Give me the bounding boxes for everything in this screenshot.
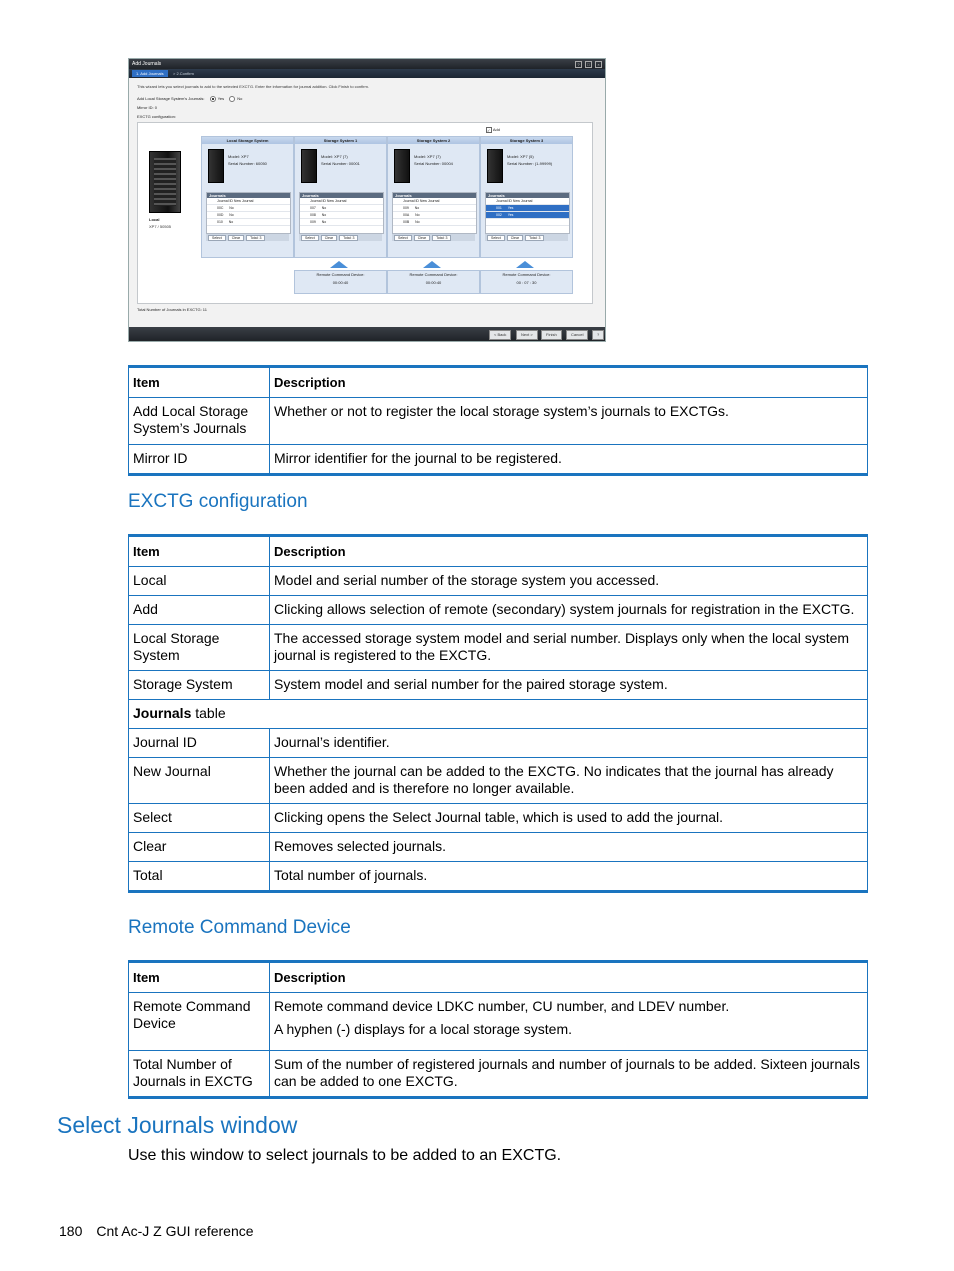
storage-system-panel	[387, 136, 480, 258]
maximize-icon[interactable]: □	[585, 61, 592, 68]
table-row	[129, 671, 868, 700]
section-heading-exctg: EXCTG configuration	[128, 491, 308, 512]
journal-columns: Journal ID New Journal	[496, 199, 533, 203]
journals-header: Journals	[300, 193, 383, 198]
col-description: Description	[270, 536, 868, 567]
journal-id: 00A	[403, 213, 410, 217]
journal-row[interactable]	[393, 205, 476, 212]
remote-command-device-panel	[480, 270, 573, 294]
journal-row[interactable]	[300, 198, 383, 205]
col-item: Item	[129, 962, 270, 993]
storage-icon	[487, 149, 503, 183]
wizard-step-add: 1. Add Journals	[132, 70, 168, 77]
total-label: Total: 3	[525, 235, 544, 241]
window-title: Add Journals	[132, 61, 162, 67]
storage-system-panel	[294, 136, 387, 258]
item-cell: Storage System	[129, 671, 270, 700]
item-cell: Local	[129, 567, 270, 596]
wizard-step-confirm: > 2.Confirm	[173, 71, 194, 76]
add-local-label: Add Local Storage System's Journals:	[137, 96, 205, 102]
storage-info	[321, 153, 360, 167]
radio-yes-label: Yes	[217, 96, 225, 102]
journal-id: 008	[310, 213, 316, 217]
item-cell: Add Local Storage System’s Journals	[129, 398, 270, 445]
journal-id: 00B	[403, 220, 410, 224]
journal-row[interactable]	[393, 198, 476, 205]
journal-row[interactable]	[300, 212, 383, 219]
clear-button[interactable]: Clear	[414, 235, 430, 241]
storage-serial: Serial Number: 00004	[414, 161, 453, 166]
description-cell: Clicking allows selection of remote (secondary) system journals for registration in the EXCTG.	[270, 596, 868, 625]
description-cell: System model and serial number for the paired storage system.	[270, 671, 868, 700]
col-description: Description	[270, 962, 868, 993]
table-row	[129, 625, 868, 671]
total-label: Total: 3	[246, 235, 265, 241]
col-item: Item	[129, 536, 270, 567]
journal-row[interactable]	[207, 219, 290, 226]
journals-rest: table	[191, 705, 226, 721]
add-journals-screenshot	[128, 58, 606, 342]
item-cell: Clear	[129, 833, 270, 862]
rcd-value[interactable]: 00 : 07 : 30	[516, 280, 537, 285]
journal-row[interactable]	[300, 205, 383, 212]
journal-row[interactable]	[393, 219, 476, 226]
mirror-label: Mirror ID:	[137, 105, 154, 110]
back-button[interactable]: < Back	[489, 330, 511, 340]
finish-button[interactable]: Finish	[541, 330, 562, 340]
item-cell: Select	[129, 804, 270, 833]
journal-new: No	[229, 213, 234, 217]
table-row	[129, 804, 868, 833]
table-row	[129, 398, 868, 445]
journal-id: 009	[310, 220, 316, 224]
journals-table	[206, 192, 291, 234]
journal-new: No	[321, 220, 327, 224]
radio-no-label: No	[237, 96, 243, 102]
journals-header: Journals	[207, 193, 290, 198]
journal-row[interactable]	[300, 219, 383, 226]
journal-id: 00D	[217, 213, 224, 217]
table-header-row	[129, 367, 868, 398]
table-row	[129, 567, 868, 596]
journal-new: Yes	[507, 206, 514, 210]
select-button[interactable]: Select	[301, 235, 319, 241]
journal-new: No	[414, 206, 420, 210]
rcd-label: Remote Command Device:	[502, 272, 551, 277]
table-row	[129, 758, 868, 804]
journal-row[interactable]	[486, 212, 569, 219]
journals-table	[485, 192, 570, 234]
storage-info	[507, 153, 552, 167]
journal-id: 010	[217, 220, 223, 224]
storage-system-title: Storage System 3	[481, 137, 572, 144]
journals-header: Journals	[393, 193, 476, 198]
storage-serial: Serial Number: 60050	[228, 161, 267, 166]
table-header-row	[129, 536, 868, 567]
description-cell: Whether the journal can be added to the EXCTG. No indicates that the journal has already been added and is therefore no longer available.	[270, 758, 868, 804]
clear-button[interactable]: Clear	[228, 235, 244, 241]
journal-row[interactable]	[486, 198, 569, 205]
journals-header: Journals	[486, 193, 569, 198]
table-row	[129, 596, 868, 625]
journal-new: No	[415, 213, 420, 217]
journal-id: 001	[496, 206, 502, 210]
journal-buttons	[392, 234, 475, 241]
clear-button[interactable]: Clear	[321, 235, 337, 241]
journal-buttons	[206, 234, 289, 241]
item-cell: Journal ID	[129, 729, 270, 758]
cancel-button[interactable]: Cancel	[566, 330, 588, 340]
radio-no[interactable]	[229, 96, 235, 102]
local-model: XP7 / 50505	[149, 224, 172, 229]
journal-new: No	[321, 213, 327, 217]
wizard-instruction: This wizard lets you select journals to add to the selected EXCTG. Enter the information for journal addition. Click Finish to confirm.	[137, 84, 369, 89]
journal-row[interactable]	[207, 212, 290, 219]
journal-new: No	[321, 206, 327, 210]
storage-icon	[301, 149, 317, 183]
item-cell: New Journal	[129, 758, 270, 804]
journal-id: 00C	[217, 206, 224, 210]
journal-id: 007	[310, 206, 316, 210]
description-cell: Total number of journals.	[270, 862, 868, 892]
section-heading-rcd: Remote Command Device	[128, 917, 351, 938]
up-arrow-icon	[330, 261, 348, 268]
table-row	[129, 1051, 868, 1098]
description-cell	[270, 993, 868, 1051]
storage-system-title: Storage System 2	[388, 137, 479, 144]
add-checkbox-row[interactable]	[486, 127, 500, 133]
exctg-config-label: EXCTG configuration:	[137, 114, 176, 119]
footer-title: Cnt Ac-J Z GUI reference	[96, 1223, 254, 1239]
total-label: Total: 3	[432, 235, 451, 241]
description-cell: Journal’s identifier.	[270, 729, 868, 758]
journal-columns: Journal ID New Journal	[310, 199, 347, 203]
item-cell: Add	[129, 596, 270, 625]
journal-row[interactable]	[486, 219, 569, 226]
storage-system-title: Local Storage System	[202, 137, 293, 144]
journal-row[interactable]	[486, 205, 569, 212]
description-cell: Removes selected journals.	[270, 833, 868, 862]
add-local-row	[137, 96, 242, 102]
journal-new: No	[228, 220, 234, 224]
up-arrow-icon	[423, 261, 441, 268]
journal-new: No	[229, 206, 234, 210]
total-journals-label: Total Number of Journals in EXCTG: 11	[137, 307, 207, 312]
item-cell: Local Storage System	[129, 625, 270, 671]
rcd-label: Remote Command Device:	[316, 272, 365, 277]
add-checkbox[interactable]: ✓	[487, 128, 491, 133]
description-cell: The accessed storage system model and serial number. Displays only when the local system journal is registered to the EXCTG.	[270, 625, 868, 671]
description-cell: Whether or not to register the local storage system’s journals to EXCTGs.	[270, 398, 868, 445]
local-label: Local	[149, 217, 160, 222]
table-row	[129, 862, 868, 892]
storage-info	[228, 153, 267, 167]
storage-serial: Serial Number: 00001	[321, 161, 360, 166]
table-row	[129, 993, 868, 1051]
help-button[interactable]: ?	[592, 330, 604, 340]
journal-row[interactable]	[393, 212, 476, 219]
clear-button[interactable]: Clear	[507, 235, 523, 241]
journal-columns: Journal ID New Journal	[217, 199, 254, 203]
table-header-row	[129, 962, 868, 993]
select-button[interactable]: Select	[208, 235, 226, 241]
select-button[interactable]: Select	[394, 235, 412, 241]
table-row	[129, 445, 868, 475]
up-arrow-icon	[516, 261, 534, 268]
description-cell: Clicking opens the Select Journal table, which is used to add the journal.	[270, 804, 868, 833]
description-cell: Model and serial number of the storage system you accessed.	[270, 567, 868, 596]
wizard-steps	[129, 69, 605, 78]
options-table	[128, 365, 868, 476]
remote-command-device-panel	[387, 270, 480, 294]
storage-model: Model: XP7 (7)	[414, 154, 441, 159]
total-label: Total: 3	[339, 235, 358, 241]
page-number: 180	[59, 1223, 83, 1239]
journal-id: 009	[403, 206, 409, 210]
remote-command-device-panel	[294, 270, 387, 294]
storage-info	[414, 153, 453, 167]
item-cell: Remote Command Device	[129, 993, 270, 1051]
window-titlebar	[129, 59, 605, 69]
table-row	[129, 833, 868, 862]
journal-row[interactable]	[207, 205, 290, 212]
description-line: A hyphen (-) displays for a local storage system.	[274, 1021, 573, 1037]
item-cell: Total	[129, 862, 270, 892]
intro-text: Use this window to select journals to be added to an EXCTG.	[128, 1147, 562, 1164]
journal-buttons	[485, 234, 568, 241]
wizard-footer	[129, 327, 605, 341]
storage-model: Model: XP7 (5)	[507, 154, 534, 159]
journal-new: No	[415, 220, 420, 224]
table-row	[129, 729, 868, 758]
add-checkbox-label: Add	[492, 127, 501, 133]
journal-columns: Journal ID New Journal	[403, 199, 440, 203]
journals-bold: Journals	[133, 705, 192, 721]
journal-id: 002	[496, 213, 502, 217]
journal-row[interactable]	[207, 198, 290, 205]
journals-table	[299, 192, 384, 234]
storage-system-panel	[201, 136, 294, 258]
description-line: Remote command device LDKC number, CU number, and LDEV number.	[274, 998, 730, 1014]
item-cell: Mirror ID	[129, 445, 270, 475]
page-footer	[59, 1223, 254, 1239]
journals-subheader	[129, 700, 868, 729]
storage-serial: Serial Number: (1-99999)	[507, 161, 553, 166]
table-subheader-row	[129, 700, 868, 729]
radio-yes[interactable]	[210, 96, 216, 102]
storage-icon	[208, 149, 224, 183]
next-button[interactable]: Next >	[516, 330, 538, 340]
close-icon[interactable]: ×	[595, 61, 602, 68]
description-cell: Mirror identifier for the journal to be registered.	[270, 445, 868, 475]
rcd-table	[128, 960, 868, 1099]
help-icon[interactable]: ?	[575, 61, 582, 68]
item-cell: Total Number of Journals in EXCTG	[129, 1051, 270, 1098]
journal-buttons	[299, 234, 382, 241]
storage-system-title: Storage System 1	[295, 137, 386, 144]
description-cell: Sum of the number of registered journals and number of journals to be added. Sixteen journals can be added to one EXCTG.	[270, 1051, 868, 1098]
mirror-value: 0	[154, 105, 158, 110]
mirror-row	[137, 105, 157, 110]
rcd-value: 00:00:40	[332, 280, 349, 285]
storage-model: Model: XP7 (7)	[321, 154, 348, 159]
storage-model: Model: XP7	[228, 154, 249, 159]
storage-system-panel	[480, 136, 573, 258]
rcd-value: 00:00:40	[425, 280, 442, 285]
exctg-table	[128, 534, 868, 893]
col-description: Description	[270, 367, 868, 398]
local-storage-icon	[149, 151, 181, 213]
select-button[interactable]: Select	[487, 235, 505, 241]
storage-icon	[394, 149, 410, 183]
journal-new: Yes	[507, 213, 514, 217]
rcd-label: Remote Command Device:	[409, 272, 458, 277]
journals-table	[392, 192, 477, 234]
select-journals-heading: Select Journals window	[57, 1112, 298, 1138]
col-item: Item	[129, 367, 270, 398]
